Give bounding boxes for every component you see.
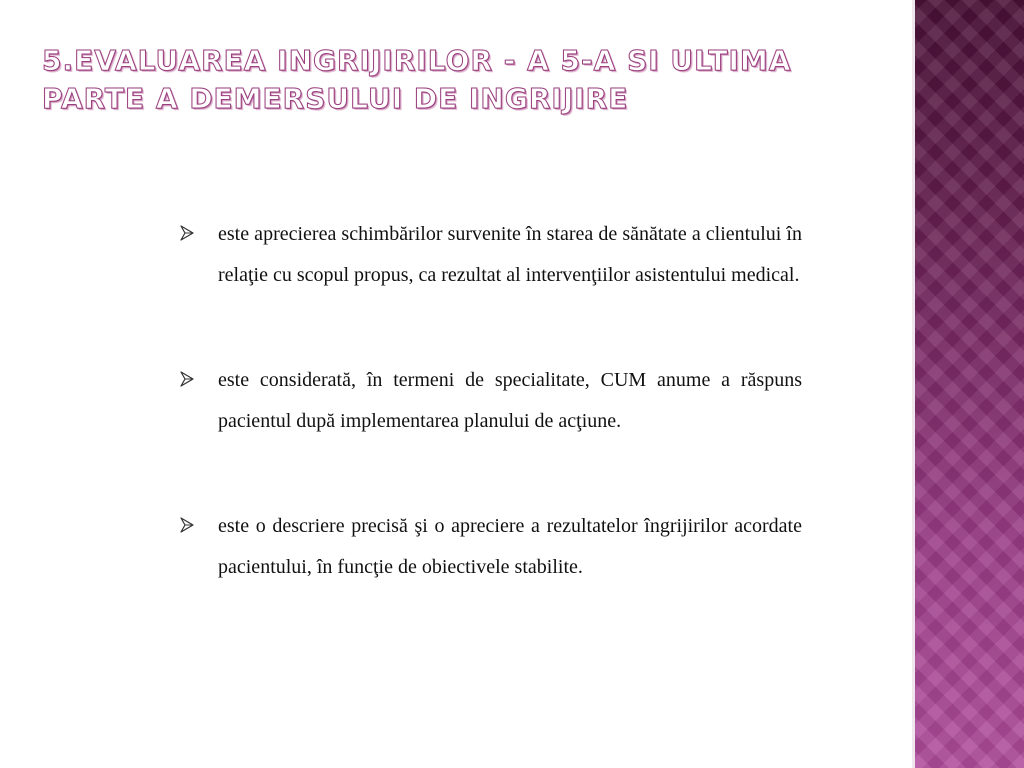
bullet-text: este considerată, în termeni de specialitate, CUM anume a răspuns pacientul după implementarea planului de acţiune.	[218, 369, 802, 432]
bullet-item	[176, 506, 802, 588]
slide-title: 5.EVALUAREA INGRIJIRILOR - A 5-A SI ULTIMA PARTE A DEMERSULUI DE INGRIJIRE	[42, 44, 792, 115]
bullet-list	[176, 214, 802, 652]
decorative-sidebar	[912, 0, 1024, 768]
bullet-text: este o descriere precisă şi o apreciere a rezultatelor îngrijirilor acordate pacientului, în funcţie de obiectivele stabilite.	[218, 515, 802, 578]
bullet-text: este aprecierea schimbărilor survenite în starea de sănătate a clientului în relaţie cu scopul propus, ca rezultat al intervenţiilor asistentului medical.	[218, 223, 802, 286]
arrow-bullet-icon	[180, 225, 194, 241]
bullet-item	[176, 360, 802, 442]
arrow-bullet-icon	[180, 371, 194, 387]
bullet-item	[176, 214, 802, 296]
arrow-bullet-icon	[180, 517, 194, 533]
